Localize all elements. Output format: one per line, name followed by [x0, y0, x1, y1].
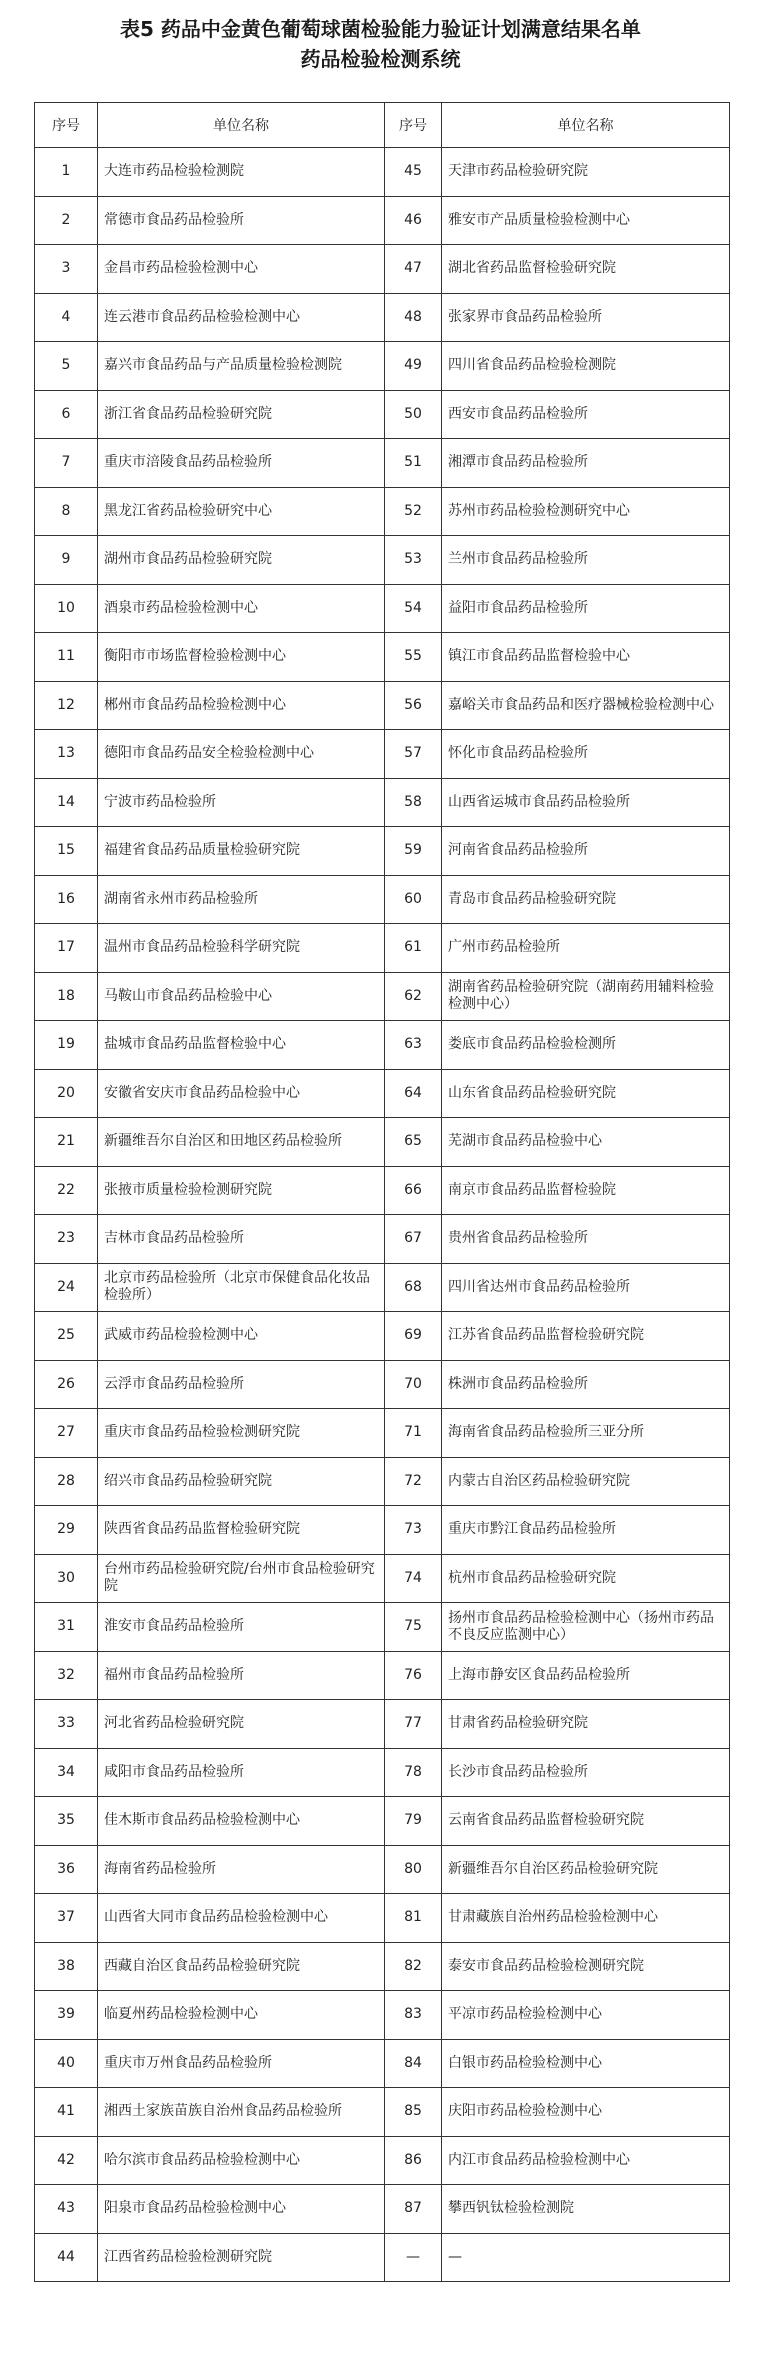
cell-serial-left: 35: [35, 1797, 98, 1846]
cell-unit-left: 浙江省食品药品检验研究院: [98, 390, 385, 439]
cell-serial-left: 23: [35, 1215, 98, 1264]
cell-serial-left: 22: [35, 1166, 98, 1215]
table-row: [35, 875, 730, 924]
cell-unit-right: 海南省食品药品检验所三亚分所: [442, 1409, 730, 1458]
cell-serial-right: 52: [385, 487, 442, 536]
cell-serial-left: 21: [35, 1118, 98, 1167]
cell-unit-right: 山东省食品药品检验研究院: [442, 1069, 730, 1118]
cell-serial-right: 68: [385, 1263, 442, 1312]
cell-serial-right: 63: [385, 1021, 442, 1070]
table-row: [35, 1457, 730, 1506]
header-unit-left: 单位名称: [98, 103, 385, 148]
cell-unit-right: 西安市食品药品检验所: [442, 390, 730, 439]
table-title: 表5 药品中金黄色葡萄球菌检验能力验证计划满意结果名单: [120, 17, 641, 41]
cell-serial-left: 10: [35, 584, 98, 633]
cell-unit-right: 广州市药品检验所: [442, 924, 730, 973]
table-row: [35, 439, 730, 488]
table-row: [35, 924, 730, 973]
table-row: [35, 972, 730, 1021]
table-row: [35, 1263, 730, 1312]
cell-serial-right: 49: [385, 342, 442, 391]
cell-serial-right: 59: [385, 827, 442, 876]
cell-unit-right: 株洲市食品药品检验所: [442, 1360, 730, 1409]
cell-unit-left: 连云港市食品药品检验检测中心: [98, 293, 385, 342]
cell-unit-left: 临夏州药品检验检测中心: [98, 1991, 385, 2040]
cell-unit-right: 湖北省药品监督检验研究院: [442, 245, 730, 294]
table-row: [35, 1409, 730, 1458]
cell-unit-left: 北京市药品检验所（北京市保健食品化妆品检验所）: [98, 1263, 385, 1312]
cell-unit-left: 新疆维吾尔自治区和田地区药品检验所: [98, 1118, 385, 1167]
cell-unit-left: 福建省食品药品质量检验研究院: [98, 827, 385, 876]
table-row: [35, 1069, 730, 1118]
cell-serial-left: 18: [35, 972, 98, 1021]
cell-unit-right: 湖南省药品检验研究院（湖南药用辅料检验检测中心）: [442, 972, 730, 1021]
cell-unit-right: 贵州省食品药品检验所: [442, 1215, 730, 1264]
cell-unit-left: 重庆市涪陵食品药品检验所: [98, 439, 385, 488]
cell-serial-right: 47: [385, 245, 442, 294]
cell-unit-right: 兰州市食品药品检验所: [442, 536, 730, 585]
cell-serial-left: 33: [35, 1700, 98, 1749]
cell-unit-left: 嘉兴市食品药品与产品质量检验检测院: [98, 342, 385, 391]
table-row: [35, 487, 730, 536]
cell-unit-left: 郴州市食品药品检验检测中心: [98, 681, 385, 730]
cell-serial-left: 19: [35, 1021, 98, 1070]
cell-serial-left: 20: [35, 1069, 98, 1118]
cell-unit-left: 西藏自治区食品药品检验研究院: [98, 1942, 385, 1991]
table-subtitle: 药品检验检测系统: [300, 47, 461, 71]
cell-unit-right: 天津市药品检验研究院: [442, 148, 730, 197]
cell-serial-right: 74: [385, 1554, 442, 1603]
cell-unit-left: 武威市药品检验检测中心: [98, 1312, 385, 1361]
cell-serial-right: 55: [385, 633, 442, 682]
cell-unit-right: 内江市食品药品检验检测中心: [442, 2136, 730, 2185]
cell-unit-left: 湖州市食品药品检验研究院: [98, 536, 385, 585]
cell-unit-left: 酒泉市药品检验检测中心: [98, 584, 385, 633]
table-row: [35, 584, 730, 633]
cell-serial-left: 15: [35, 827, 98, 876]
cell-unit-left: 大连市药品检验检测院: [98, 148, 385, 197]
table-row: [35, 196, 730, 245]
table-row: [35, 1748, 730, 1797]
cell-unit-right: 白银市药品检验检测中心: [442, 2039, 730, 2088]
cell-serial-right: 76: [385, 1651, 442, 1700]
cell-unit-right: 河南省食品药品检验所: [442, 827, 730, 876]
cell-unit-left: 盐城市食品药品监督检验中心: [98, 1021, 385, 1070]
cell-serial-left: 6: [35, 390, 98, 439]
cell-unit-right: 云南省食品药品监督检验研究院: [442, 1797, 730, 1846]
cell-serial-right: 66: [385, 1166, 442, 1215]
cell-serial-left: 31: [35, 1603, 98, 1652]
cell-serial-left: 12: [35, 681, 98, 730]
table-row: [35, 1506, 730, 1555]
cell-serial-right: 86: [385, 2136, 442, 2185]
cell-serial-left: 8: [35, 487, 98, 536]
cell-serial-left: 36: [35, 1845, 98, 1894]
table-row: [35, 1651, 730, 1700]
cell-serial-right: 77: [385, 1700, 442, 1749]
cell-unit-right: 攀西钒钛检验检测院: [442, 2185, 730, 2234]
cell-serial-left: 32: [35, 1651, 98, 1700]
table-row: [35, 1700, 730, 1749]
table-body: [35, 148, 730, 2282]
cell-unit-left: 湘西土家族苗族自治州食品药品检验所: [98, 2088, 385, 2137]
cell-unit-right: 雅安市产品质量检验检测中心: [442, 196, 730, 245]
cell-serial-right: 87: [385, 2185, 442, 2234]
cell-serial-right: 53: [385, 536, 442, 585]
cell-serial-right: 85: [385, 2088, 442, 2137]
cell-serial-left: 14: [35, 778, 98, 827]
cell-unit-right: 重庆市黔江食品药品检验所: [442, 1506, 730, 1555]
cell-unit-right: 怀化市食品药品检验所: [442, 730, 730, 779]
cell-serial-right: 79: [385, 1797, 442, 1846]
cell-serial-left: 34: [35, 1748, 98, 1797]
cell-serial-right: —: [385, 2233, 442, 2282]
cell-unit-right: 泰安市食品药品检验检测研究院: [442, 1942, 730, 1991]
table-row: [35, 1021, 730, 1070]
table-row: [35, 778, 730, 827]
table-row: [35, 1991, 730, 2040]
cell-unit-right: 四川省达州市食品药品检验所: [442, 1263, 730, 1312]
cell-serial-left: 17: [35, 924, 98, 973]
cell-serial-right: 46: [385, 196, 442, 245]
cell-unit-right: 江苏省食品药品监督检验研究院: [442, 1312, 730, 1361]
table-row: [35, 1797, 730, 1846]
cell-unit-right: 益阳市食品药品检验所: [442, 584, 730, 633]
cell-serial-left: 3: [35, 245, 98, 294]
cell-unit-left: 湖南省永州市药品检验所: [98, 875, 385, 924]
table-row: [35, 342, 730, 391]
table-row: [35, 1845, 730, 1894]
header-serial-left: 序号: [35, 103, 98, 148]
cell-unit-left: 吉林市食品药品检验所: [98, 1215, 385, 1264]
cell-unit-left: 咸阳市食品药品检验所: [98, 1748, 385, 1797]
table-row: [35, 2233, 730, 2282]
cell-serial-left: 26: [35, 1360, 98, 1409]
cell-serial-right: 69: [385, 1312, 442, 1361]
table-row: [35, 1118, 730, 1167]
cell-serial-left: 27: [35, 1409, 98, 1458]
cell-serial-left: 16: [35, 875, 98, 924]
cell-serial-left: 2: [35, 196, 98, 245]
cell-serial-right: 56: [385, 681, 442, 730]
table-row: [35, 1942, 730, 1991]
cell-serial-right: 57: [385, 730, 442, 779]
cell-unit-left: 绍兴市食品药品检验研究院: [98, 1457, 385, 1506]
cell-unit-left: 哈尔滨市食品药品检验检测中心: [98, 2136, 385, 2185]
cell-serial-right: 75: [385, 1603, 442, 1652]
cell-unit-left: 河北省药品检验研究院: [98, 1700, 385, 1749]
cell-serial-left: 44: [35, 2233, 98, 2282]
table-row: [35, 2136, 730, 2185]
table-row: [35, 2185, 730, 2234]
cell-serial-right: 58: [385, 778, 442, 827]
cell-unit-right: —: [442, 2233, 730, 2282]
cell-unit-left: 宁波市药品检验所: [98, 778, 385, 827]
table-row: [35, 1312, 730, 1361]
cell-unit-right: 内蒙古自治区药品检验研究院: [442, 1457, 730, 1506]
cell-unit-right: 四川省食品药品检验检测院: [442, 342, 730, 391]
table-row: [35, 245, 730, 294]
cell-unit-right: 长沙市食品药品检验所: [442, 1748, 730, 1797]
cell-serial-left: 39: [35, 1991, 98, 2040]
cell-unit-right: 南京市食品药品监督检验院: [442, 1166, 730, 1215]
cell-unit-left: 台州市药品检验研究院/台州市食品检验研究院: [98, 1554, 385, 1603]
cell-serial-right: 81: [385, 1894, 442, 1943]
table-row: [35, 1603, 730, 1652]
cell-serial-right: 83: [385, 1991, 442, 2040]
cell-unit-left: 常德市食品药品检验所: [98, 196, 385, 245]
cell-unit-left: 重庆市万州食品药品检验所: [98, 2039, 385, 2088]
cell-serial-left: 40: [35, 2039, 98, 2088]
cell-unit-right: 甘肃省药品检验研究院: [442, 1700, 730, 1749]
table-row: [35, 2039, 730, 2088]
cell-unit-right: 娄底市食品药品检验检测所: [442, 1021, 730, 1070]
cell-unit-left: 福州市食品药品检验所: [98, 1651, 385, 1700]
cell-unit-right: 苏州市药品检验检测研究中心: [442, 487, 730, 536]
table-row: [35, 681, 730, 730]
cell-serial-left: 5: [35, 342, 98, 391]
table-row: [35, 1894, 730, 1943]
cell-serial-right: 60: [385, 875, 442, 924]
table-row: [35, 1360, 730, 1409]
cell-serial-left: 4: [35, 293, 98, 342]
cell-unit-left: 佳木斯市食品药品检验检测中心: [98, 1797, 385, 1846]
cell-serial-left: 7: [35, 439, 98, 488]
cell-unit-left: 江西省药品检验检测研究院: [98, 2233, 385, 2282]
cell-unit-right: 青岛市食品药品检验研究院: [442, 875, 730, 924]
cell-unit-right: 上海市静安区食品药品检验所: [442, 1651, 730, 1700]
cell-serial-left: 41: [35, 2088, 98, 2137]
cell-serial-left: 42: [35, 2136, 98, 2185]
cell-serial-left: 30: [35, 1554, 98, 1603]
cell-unit-right: 平凉市药品检验检测中心: [442, 1991, 730, 2040]
cell-unit-right: 山西省运城市食品药品检验所: [442, 778, 730, 827]
cell-unit-left: 重庆市食品药品检验检测研究院: [98, 1409, 385, 1458]
table-row: [35, 148, 730, 197]
cell-unit-left: 阳泉市食品药品检验检测中心: [98, 2185, 385, 2234]
cell-unit-right: 镇江市食品药品监督检验中心: [442, 633, 730, 682]
cell-serial-right: 73: [385, 1506, 442, 1555]
cell-serial-right: 80: [385, 1845, 442, 1894]
table-row: [35, 827, 730, 876]
cell-serial-left: 9: [35, 536, 98, 585]
header-row: [35, 103, 730, 148]
table-row: [35, 2088, 730, 2137]
cell-unit-right: 新疆维吾尔自治区药品检验研究院: [442, 1845, 730, 1894]
cell-unit-left: 德阳市食品药品安全检验检测中心: [98, 730, 385, 779]
cell-serial-left: 13: [35, 730, 98, 779]
cell-unit-right: 嘉峪关市食品药品和医疗器械检验检测中心: [442, 681, 730, 730]
cell-serial-right: 62: [385, 972, 442, 1021]
table-row: [35, 390, 730, 439]
cell-serial-right: 45: [385, 148, 442, 197]
cell-unit-right: 杭州市食品药品检验研究院: [442, 1554, 730, 1603]
header-unit-right: 单位名称: [442, 103, 730, 148]
cell-serial-right: 84: [385, 2039, 442, 2088]
cell-unit-left: 海南省药品检验所: [98, 1845, 385, 1894]
cell-serial-left: 11: [35, 633, 98, 682]
cell-unit-right: 庆阳市药品检验检测中心: [442, 2088, 730, 2137]
cell-unit-right: 扬州市食品药品检验检测中心（扬州市药品不良反应监测中心）: [442, 1603, 730, 1652]
table-row: [35, 1215, 730, 1264]
table-row: [35, 293, 730, 342]
cell-serial-right: 54: [385, 584, 442, 633]
cell-serial-left: 37: [35, 1894, 98, 1943]
cell-unit-right: 芜湖市食品药品检验中心: [442, 1118, 730, 1167]
cell-serial-left: 38: [35, 1942, 98, 1991]
cell-unit-left: 云浮市食品药品检验所: [98, 1360, 385, 1409]
table-row: [35, 1166, 730, 1215]
cell-unit-left: 黑龙江省药品检验研究中心: [98, 487, 385, 536]
table-row: [35, 536, 730, 585]
cell-serial-right: 50: [385, 390, 442, 439]
cell-serial-left: 28: [35, 1457, 98, 1506]
cell-unit-left: 马鞍山市食品药品检验中心: [98, 972, 385, 1021]
cell-serial-right: 48: [385, 293, 442, 342]
results-table: [34, 102, 730, 2282]
cell-serial-right: 65: [385, 1118, 442, 1167]
cell-unit-left: 衡阳市市场监督检验检测中心: [98, 633, 385, 682]
cell-unit-left: 淮安市食品药品检验所: [98, 1603, 385, 1652]
cell-unit-left: 山西省大同市食品药品检验检测中心: [98, 1894, 385, 1943]
cell-serial-right: 61: [385, 924, 442, 973]
cell-serial-right: 82: [385, 1942, 442, 1991]
cell-unit-left: 安徽省安庆市食品药品检验中心: [98, 1069, 385, 1118]
cell-unit-left: 金昌市药品检验检测中心: [98, 245, 385, 294]
cell-serial-right: 78: [385, 1748, 442, 1797]
cell-serial-right: 51: [385, 439, 442, 488]
cell-serial-left: 1: [35, 148, 98, 197]
cell-unit-right: 张家界市食品药品检验所: [442, 293, 730, 342]
table-row: [35, 633, 730, 682]
table-row: [35, 730, 730, 779]
cell-unit-right: 甘肃藏族自治州药品检验检测中心: [442, 1894, 730, 1943]
cell-serial-left: 24: [35, 1263, 98, 1312]
cell-serial-right: 72: [385, 1457, 442, 1506]
cell-serial-right: 67: [385, 1215, 442, 1264]
cell-unit-left: 温州市食品药品检验科学研究院: [98, 924, 385, 973]
cell-serial-right: 64: [385, 1069, 442, 1118]
cell-unit-left: 陕西省食品药品监督检验研究院: [98, 1506, 385, 1555]
cell-serial-left: 25: [35, 1312, 98, 1361]
table-row: [35, 1554, 730, 1603]
cell-serial-left: 29: [35, 1506, 98, 1555]
cell-unit-left: 张掖市质量检验检测研究院: [98, 1166, 385, 1215]
cell-serial-left: 43: [35, 2185, 98, 2234]
header-serial-right: 序号: [385, 103, 442, 148]
cell-unit-right: 湘潭市食品药品检验所: [442, 439, 730, 488]
cell-serial-right: 70: [385, 1360, 442, 1409]
cell-serial-right: 71: [385, 1409, 442, 1458]
